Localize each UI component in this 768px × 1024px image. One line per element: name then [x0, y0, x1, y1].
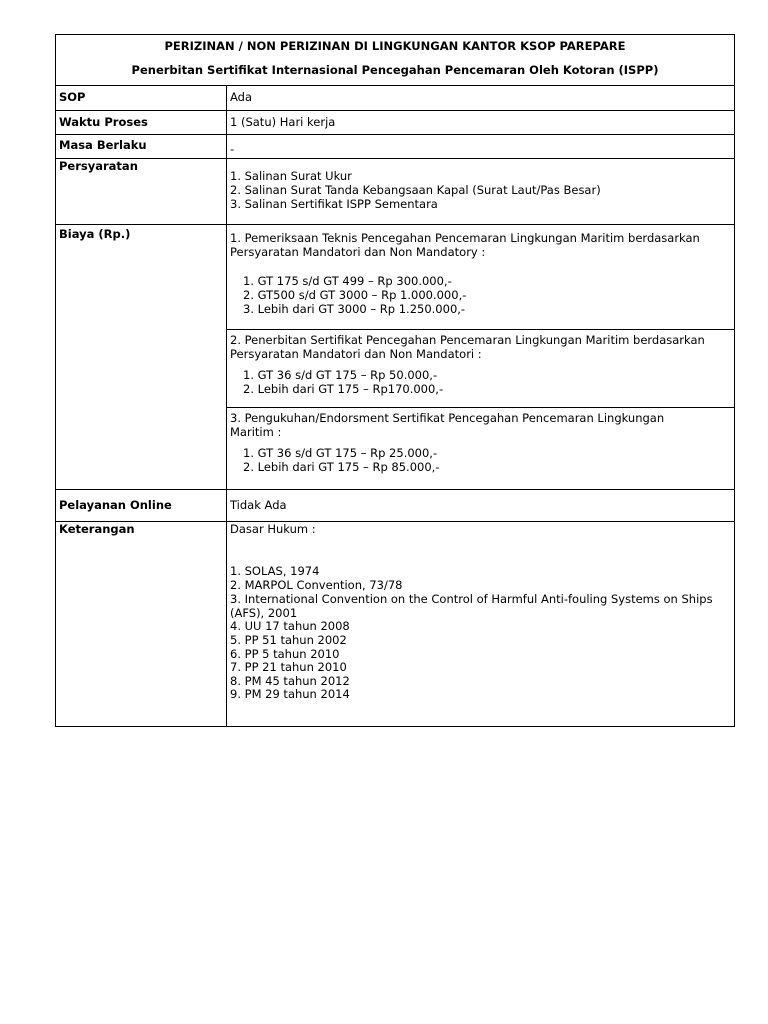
biaya-section-2-heading-cont: Persyaratan Mandatori dan Non Mandatori : [230, 347, 482, 361]
label-biaya: Biaya (Rp.) [59, 227, 131, 241]
list-item: 1. GT 175 s/d GT 499 – Rp 300.000,- [243, 274, 452, 288]
list-item: 3. Salinan Sertifikat ISPP Sementara [230, 197, 438, 211]
label-pelayanan-online: Pelayanan Online [59, 498, 172, 512]
list-item: 1. GT 36 s/d GT 175 – Rp 50.000,- [243, 368, 438, 382]
list-item: 2. Salinan Surat Tanda Kebangsaan Kapal (Surat Laut/Pas Besar) [230, 183, 601, 197]
row-sop [56, 85, 734, 111]
label-keterangan: Keterangan [59, 522, 135, 536]
table-header [56, 35, 734, 85]
list-item: 8. PM 45 tahun 2012 [230, 674, 350, 688]
keterangan-heading: Dasar Hukum : [230, 522, 316, 536]
list-item: (AFS), 2001 [230, 606, 298, 620]
row-waktu-proses [56, 110, 734, 135]
list-item: 2. GT500 s/d GT 3000 – Rp 1.000.000,- [243, 288, 467, 302]
list-item: 9. PM 29 tahun 2014 [230, 687, 350, 701]
list-item: 1. GT 36 s/d GT 175 – Rp 25.000,- [243, 446, 438, 460]
value-masa-berlaku: - [230, 142, 235, 156]
list-item: 5. PP 51 tahun 2002 [230, 633, 347, 647]
label-persyaratan: Persyaratan [59, 159, 138, 173]
list-item: 3. Lebih dari GT 3000 – Rp 1.250.000,- [243, 302, 466, 316]
list-item: 7. PP 21 tahun 2010 [230, 660, 347, 674]
value-pelayanan-online: Tidak Ada [230, 498, 287, 512]
row-pelayanan-online [56, 489, 734, 522]
row-persyaratan [56, 158, 734, 225]
row-keterangan [56, 521, 734, 727]
biaya-section-1-heading-cont: Persyaratan Mandatori dan Non Mandatory : [230, 245, 486, 259]
info-table [55, 34, 735, 727]
value-waktu-proses: 1 (Satu) Hari kerja [230, 115, 336, 129]
list-item: 2. MARPOL Convention, 73/78 [230, 578, 403, 592]
label-masa-berlaku: Masa Berlaku [59, 138, 147, 152]
biaya-section-3-heading: 3. Pengukuhan/Endorsment Sertifikat Pencegahan Pencemaran Lingkungan [230, 411, 665, 425]
biaya-section-3-heading-cont: Maritim : [230, 425, 282, 439]
list-item: 6. PP 5 tahun 2010 [230, 647, 340, 661]
list-item: 1. SOLAS, 1974 [230, 564, 320, 578]
value-sop: Ada [230, 90, 253, 104]
list-item: 4. UU 17 tahun 2008 [230, 619, 350, 633]
row-biaya [56, 224, 734, 490]
page-subtitle: Penerbitan Sertifikat Internasional Pencegahan Pencemaran Oleh Kotoran (ISPP) [131, 63, 659, 77]
biaya-section-2-heading: 2. Penerbitan Sertifikat Pencegahan Pencemaran Lingkungan Maritim berdasarkan [230, 333, 705, 347]
list-item: 2. Lebih dari GT 175 – Rp 85.000,- [243, 460, 440, 474]
biaya-section-2 [227, 329, 734, 408]
biaya-section-1-heading: 1. Pemeriksaan Teknis Pencegahan Pencemaran Lingkungan Maritim berdasarkan [230, 231, 700, 245]
label-waktu-proses: Waktu Proses [59, 115, 148, 129]
biaya-section-3 [227, 407, 734, 491]
row-masa-berlaku [56, 134, 734, 159]
list-item: 3. International Convention on the Control of Harmful Anti-fouling Systems on Ships [230, 592, 713, 606]
list-item: 1. Salinan Surat Ukur [230, 169, 352, 183]
page-title: PERIZINAN / NON PERIZINAN DI LINGKUNGAN KANTOR KSOP PAREPARE [164, 39, 626, 53]
label-sop: SOP [59, 90, 86, 104]
list-item: 2. Lebih dari GT 175 – Rp170.000,- [243, 382, 444, 396]
